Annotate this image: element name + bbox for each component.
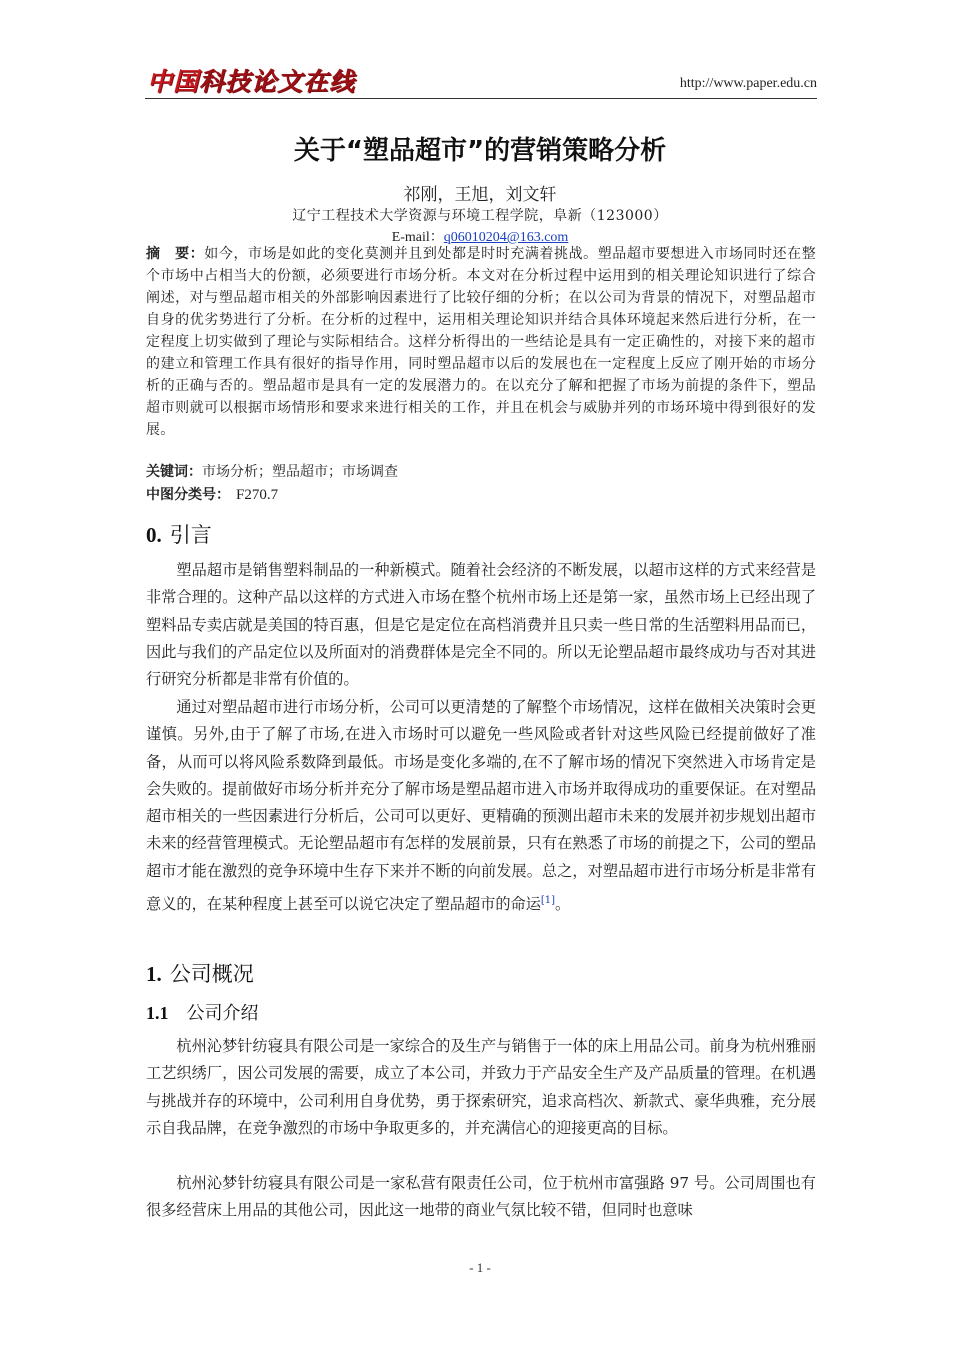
- paper-affiliation: 辽宁工程技术大学资源与环境工程学院，阜新（123000）: [292, 208, 668, 224]
- section-heading-company-overview: [146, 958, 254, 988]
- intro-paragraph-2: [146, 694, 816, 918]
- logo-text: [147, 62, 355, 98]
- site-url-link[interactable]: http://www.paper.edu.cn: [679, 76, 817, 91]
- section-title: 公司概况: [169, 962, 254, 986]
- company-paragraph-1: 杭州沁梦针纺寝具有限公司是一家综合的及生产与销售于一体的床上用品公司。前身为杭州雅丽工艺织绣厂，因公司发展的需要，成立了本公司，并致力于产品安全生产及产品质量的管理。在机遇与挑战并存的环境中，公司利用自身优势，勇于探索研究，追求高档次、新款式、豪华典雅，充分展示自我品牌，在竞争激烈的市场中争取更多的，并充满信心的迎接更高的目标。: [146, 1037, 816, 1137]
- keywords-label: 关键词：: [146, 464, 202, 480]
- clc-label: 中图分类号：: [146, 487, 230, 503]
- section-number: 0.: [146, 523, 162, 547]
- paper-title: 关于“塑品超市”的营销策略分析: [293, 136, 667, 166]
- abstract-text: 如今，市场是如此的变化莫测并且到处都是时时充满着挑战。塑品超市要想进入市场同时还在整个市场中占相当大的份额，必须要进行市场分析。本文对在分析过程中运用到的相关理论知识进行了综合阐述，对与塑品超市相关的外部影响因素进行了比较仔细的分析；在以公司为背景的情况下，对塑品超市自身的优劣势进行了分析。在分析的过程中，运用相关理论知识并结合具体环境起来然后进行分析，在一定程度上切实做到了理论与实际相结合。这样分析得出的一些结论是具有一定正确性的，对接下来的超市的建立和管理工作具有很好的指导作用，同时塑品超市以后的发展也在一定程度上反应了刚开始的市场分析的正确与否的。塑品超市是具有一定的发展潜力的。在以充分了解和把握了市场为前提的条件下，塑品超市则就可以根据市场情形和要求来进行相关的工作，并且在机会与威胁并列的市场环境中得到很好的发展。: [146, 246, 816, 438]
- clc-code: F270.7: [236, 487, 279, 503]
- section-heading-introduction: [146, 519, 212, 549]
- intro-paragraph-1: 塑品超市是销售塑料制品的一种新模式。随着社会经济的不断发展，以超市这样的方式来经营是非常合理的。这种产品以这样的方式进入市场在整个杭州市场上还是第一家，虽然市场上已经出现了塑料品专卖店就是美国的特百惠，但是它是定位在高档消费并且只卖一些日常的生活塑料用品而已，因此与我们的产品定位以及所面对的消费群体是完全不同的。所以无论塑品超市最终成功与否对其进行研究分析都是非常有价值的。: [146, 561, 816, 689]
- journal-logo[interactable]: [145, 64, 355, 96]
- citation-ref-1[interactable]: [1]: [540, 895, 556, 907]
- subsection-heading-company-intro: [146, 999, 259, 1025]
- keywords-line: [146, 461, 816, 481]
- journal-header: [145, 62, 817, 98]
- subsection-number: 1.1: [146, 1003, 169, 1023]
- sentence-end: 。: [555, 895, 571, 914]
- abstract-label: 摘 要：: [146, 246, 205, 262]
- keywords-text: 市场分析；塑品超市；市场调查: [202, 464, 398, 480]
- clc-line: [146, 484, 816, 504]
- company-paragraph-2: 杭州沁梦针纺寝具有限公司是一家私营有限责任公司，位于杭州市富强路 97 号。公司周围也有很多经营床上用品的其他公司，因此这一地带的商业气氛比较不错，但同时也意味: [146, 1174, 816, 1220]
- email-link[interactable]: q06010204@163.com: [443, 230, 569, 245]
- logo-text-china: 中国: [147, 67, 200, 96]
- subsection-title: 公司介绍: [186, 1003, 259, 1024]
- page-number: - 1 -: [469, 1260, 491, 1275]
- abstract: [146, 243, 816, 441]
- paper-authors: 祁刚，王旭，刘文轩: [403, 185, 557, 205]
- logo-text-sci-tech: 科技论文在线: [199, 67, 356, 96]
- header-divider: [145, 98, 817, 99]
- email-label: E-mail：: [391, 230, 444, 245]
- section-title: 引言: [169, 523, 212, 547]
- intro-paragraph-2-text: 通过对塑品超市进行市场分析，公司可以更清楚的了解整个市场情况，这样在做相关决策时会更谨慎。另外,由于了解了市场,在进入市场时可以避免一些风险或者针对这些风险已经提前做好了准备，从而可以将风险系数降到最低。市场是变化多端的,在不了解市场的情况下突然进入市场肯定是会失败的。提前做好市场分析并充分了解市场是塑品超市进入市场并取得成功的重要保证。在对塑品超市相关的一些因素进行分析后，公司可以更好、更精确的预测出超市未来的发展并初步规划出超市未来的经营管理模式。无论塑品超市有怎样的发展前景，只有在熟悉了市场的前提之下，公司的塑品超市才能在激烈的竞争环境中生存下来并不断的向前发展。总之，对塑品超市进行市场分析是非常有意义的，在某种程度上甚至可以说它决定了塑品超市的命运: [146, 698, 816, 914]
- section-number: 1.: [146, 962, 162, 986]
